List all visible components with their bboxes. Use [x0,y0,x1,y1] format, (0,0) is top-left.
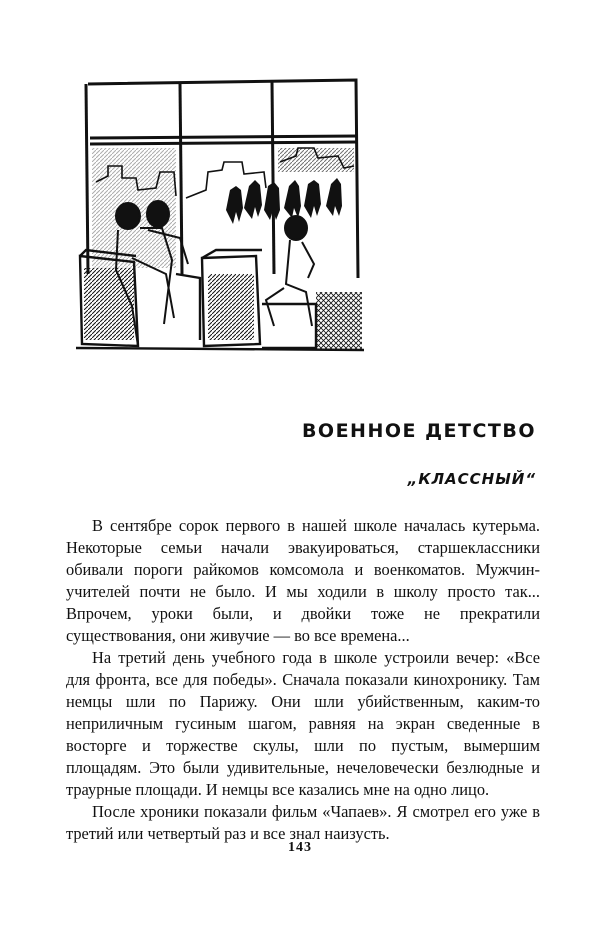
paragraph: После хроники показали фильм «Чапаев». Я смотрел его уже в третий или четвертый раз и все знал наизусть. [66,802,540,843]
body-text [66,515,540,845]
classroom-illustration [76,78,364,352]
paragraph: На третий день учебного года в школе устроили вечер: «Все для фронта, все для победы». Сначала показали кинохронику. Там немцы шли по Парижу. Они шли убийственным, каким-то неприличным гусиным шагом, равняя на экран сведенные в восторге и торжестве скулы, шли по пустым, вымершим площадям. Это были удивительные, нечеловечески безлюдные и траурные площади. И немцы все казались мне на одно лицо. [66,648,540,799]
right-desk [202,250,316,348]
marching-soldiers [226,178,342,224]
page-number: 143 [288,840,312,855]
section-title: „КЛАССНЫЙ“ [407,470,536,488]
floor-grid [316,292,362,350]
chapter-title: ВОЕННОЕ ДЕТСТВО [301,420,536,442]
paragraph: В сентябре сорок первого в нашей школе началась кутерьма. Некоторые семьи начали эвакуироваться, старшеклассники обивали пороги райкомов комсомола и военкоматов. Мужчин-учителей почти не было. И мы ходили в школу просто так... Впрочем, уроки были, и двойки тоже не прекратили существования, они живучие — во все времена... [66,516,540,645]
